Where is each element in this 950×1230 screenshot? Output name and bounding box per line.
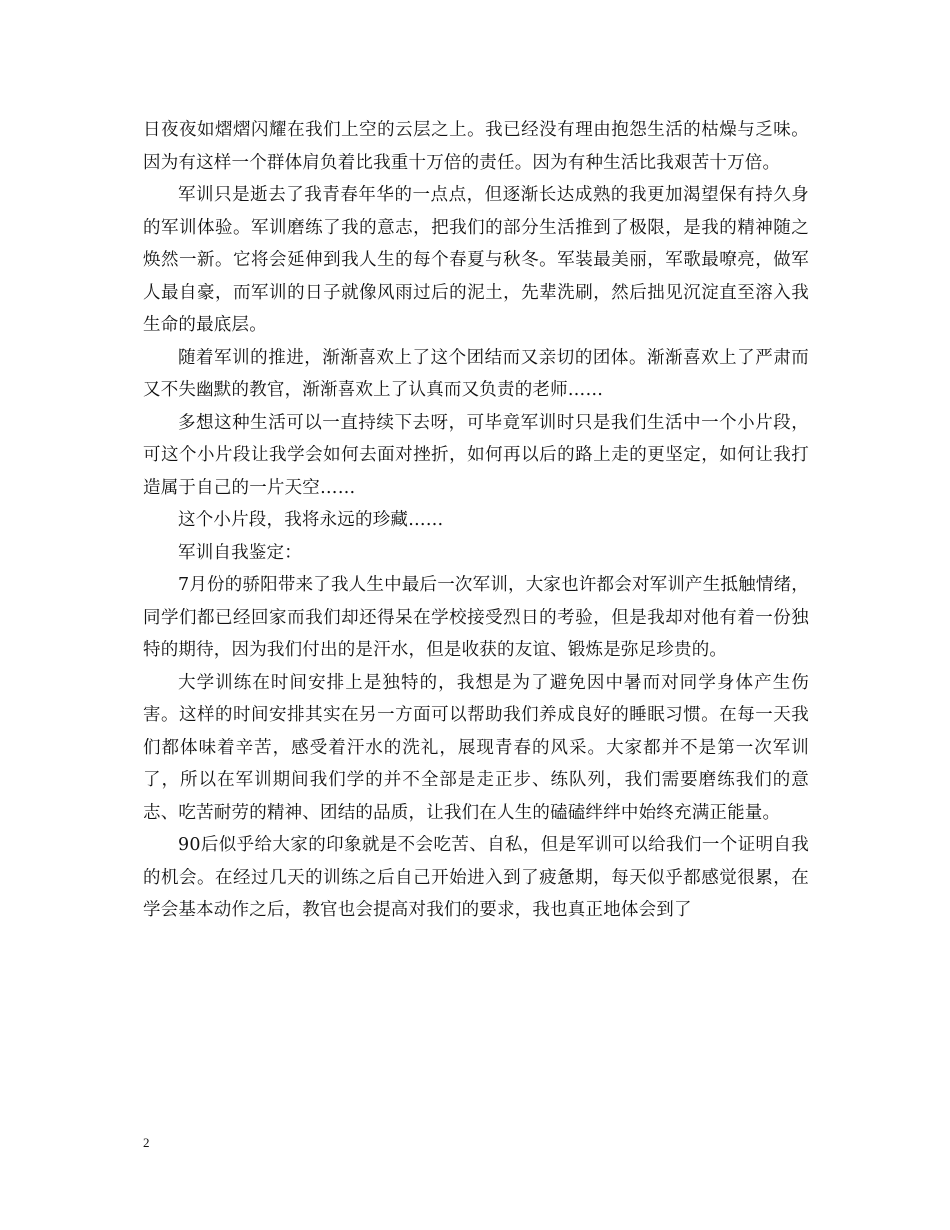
paragraph: 军训只是逝去了我青春年华的一点点，但逐渐长达成熟的我更加渴望保有持久身的军训体验。军训磨练了我的意志，把我们的部分生活推到了极限，是我的精神随之焕然一新。它将会延伸到我人生的每个春夏与秋冬。军装最美丽，军歌最嘹亮，做军人最自豪，而军训的日子就像风雨过后的泥土，先辈洗刷，然后拙见沉淀直至溶入我生命的最底层。 [143, 185, 809, 335]
paragraph: 90后似乎给大家的印象就是不会吃苦、自私，但是军训可以给我们一个证明自我的机会。在经过几天的训练之后自己开始进入到了疲惫期，每天似乎都感觉很累，在学会基本动作之后，教官也会提高对我们的要求，我也真正地体会到了 [143, 835, 809, 920]
paragraph: 随着军训的推进，渐渐喜欢上了这个团结而又亲切的团体。渐渐喜欢上了严肃而又不失幽默的教官，渐渐喜欢上了认真而又负责的老师…… [143, 347, 809, 400]
paragraph-continuation: 日夜夜如熠熠闪耀在我们上空的云层之上。我已经没有理由抱怨生活的枯燥与乏味。因为有这样一个群体肩负着比我重十万倍的责任。因为有种生活比我艰苦十万倍。 [143, 120, 809, 173]
page-number: 2 [143, 1135, 150, 1150]
section-heading: 军训自我鉴定： [178, 542, 302, 563]
paragraph: 7月份的骄阳带来了我人生中最后一次军训，大家也许都会对军训产生抵触情绪，同学们都已经回家而我们却还得呆在学校接受烈日的考验，但是我却对他有着一份独特的期待，因为我们付出的是汗水，但是收获的友谊、锻炼是弥足珍贵的。 [143, 575, 809, 660]
paragraph: 大学训练在时间安排上是独特的，我想是为了避免因中暑而对同学身体产生伤害。这样的时间安排其实在另一方面可以帮助我们养成良好的睡眠习惯。在每一天我们都体味着辛苦，感受着汗水的洗礼，展现青春的风采。大家都并不是第一次军训了，所以在军训期间我们学的并不全部是走正步、练队列，我们需要磨练我们的意志、吃苦耐劳的精神、团结的品质，让我们在人生的磕磕绊绊中始终充满正能量。 [143, 672, 809, 823]
paragraph: 多想这种生活可以一直持续下去呀，可毕竟军训时只是我们生活中一个小片段，可这个小片段让我学会如何去面对挫折，如何再以后的路上走的更坚定，如何让我打造属于自己的一片天空…… [143, 412, 809, 498]
document-body [143, 114, 809, 927]
paragraph: 这个小片段，我将永远的珍藏…… [178, 510, 444, 530]
